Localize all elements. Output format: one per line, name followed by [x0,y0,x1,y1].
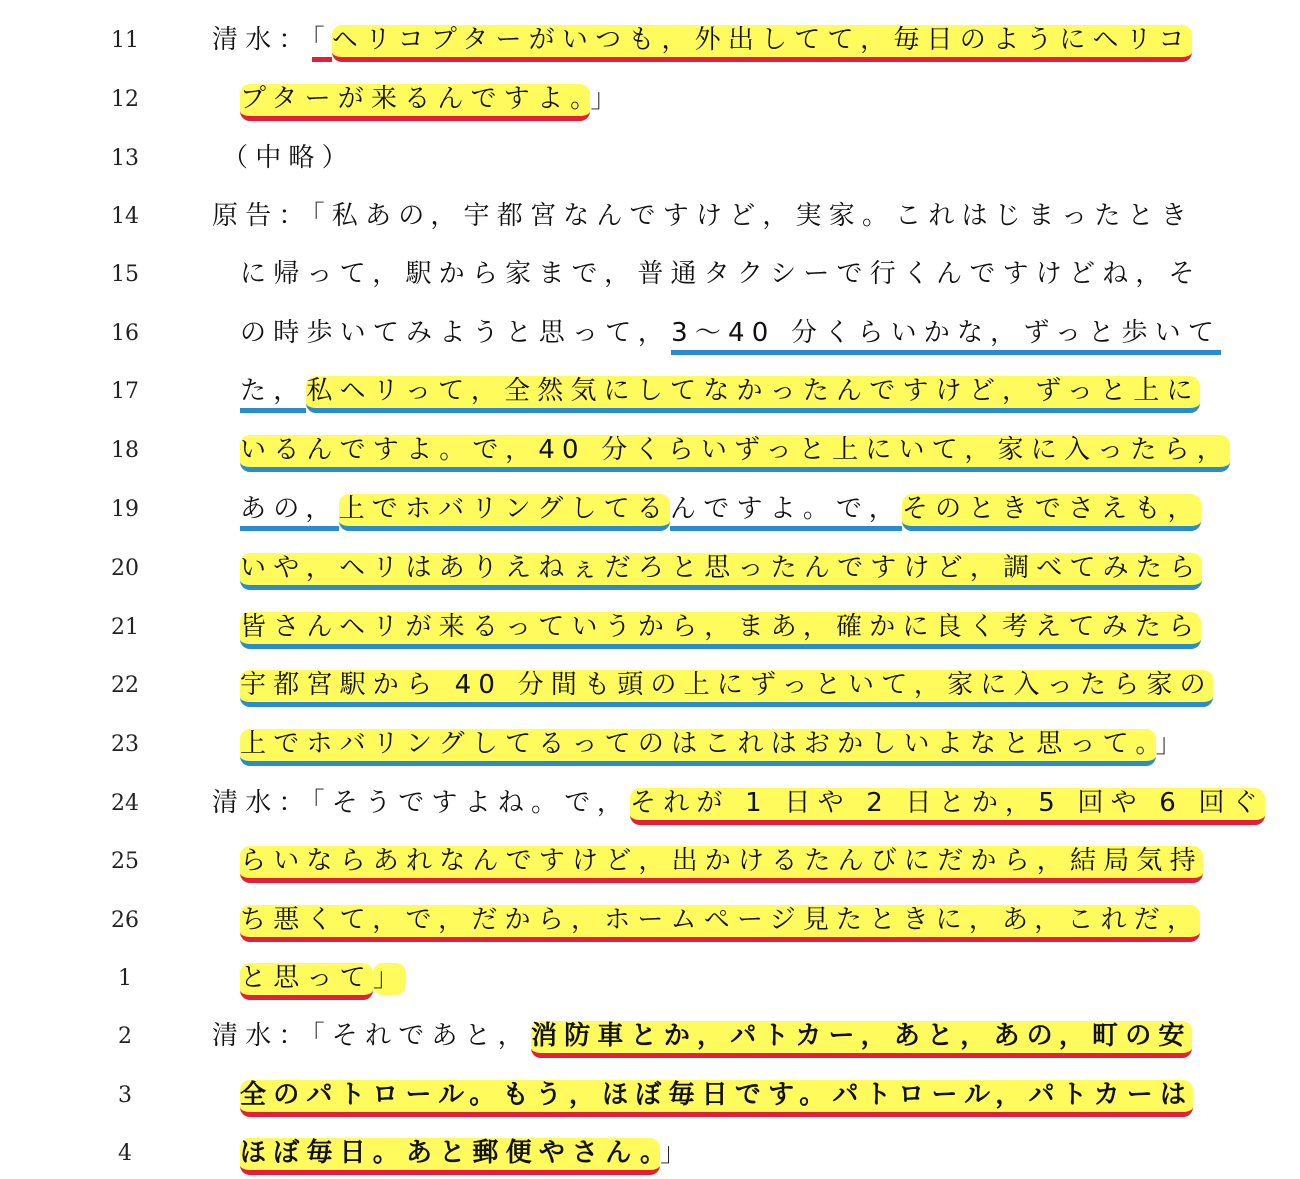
highlighted-text: 上でホバリングしてる [339,494,670,531]
transcript-line [0,712,1300,770]
line-text [240,81,624,117]
highlighted-text: いや，ヘリはありえねぇだろと思ったんですけど，調べてみたら [240,553,1202,590]
line-number: 15 [111,262,139,287]
transcript-line [0,1121,1300,1179]
text-segment: 「 [312,25,332,62]
text-segment: に帰って，駅から家まで，普通タクシーで行くんですけどね，そ [240,259,1202,289]
highlighted-text: ち悪くて，で，だから，ホームページ見たときに，あ，これだ， [240,905,1200,942]
transcript-line [0,946,1300,1004]
highlighted-text: 皆さんヘリが来るっていうから，まあ，確かに良く考えてみたら [240,612,1201,649]
text-segment: 」 [590,84,624,114]
highlighted-text: ほぼ毎日。あと郵便やさん。 [240,1138,660,1175]
text-segment: 清水：「そうですよね。で， [212,788,631,818]
text-segment: 清水：「それであと， [212,1021,532,1051]
line-number: 3 [118,1083,132,1108]
line-number: 19 [111,497,139,522]
text-segment: 」 [1155,729,1189,759]
transcript-line [0,595,1300,653]
line-text [240,960,406,996]
transcript-line [0,242,1300,300]
transcript-line [0,771,1300,829]
highlighted-text: いるんですよ。で，40 分くらいずっと上にいて，家に入ったら， [240,435,1230,472]
highlighted-text: ヘリコプターがいつも，外出してて，毎日のようにヘリコ [332,25,1192,62]
highlighted-text: 消防車とか，パトカー，あと，あの，町の安 [531,1021,1192,1058]
line-text [240,373,1200,409]
highlighted-text: 宇都宮駅から 40 分間も頭の上にずっといて，家に入ったら家の [240,670,1213,707]
line-number: 25 [111,849,139,874]
line-number: 24 [111,791,139,816]
line-text [240,609,1201,645]
line-number: 12 [111,87,139,112]
transcript-line [0,8,1300,66]
line-text [212,1018,1192,1054]
transcript-line [0,126,1300,184]
highlighted-text: それが 1 日や 2 日とか，5 回や 6 回ぐ [630,788,1265,825]
line-text [240,667,1213,703]
line-text [212,785,1265,821]
line-number: 21 [111,615,139,640]
highlighted-text: と思って [240,963,373,1000]
line-number: 1 [118,966,132,991]
highlighted-text: そのときでさえも， [902,494,1201,531]
text-segment: 3～40 分くらいかな，ずっと歩いて [671,318,1221,355]
line-text [240,843,1203,879]
text-segment: 清水： [212,25,312,55]
transcript-line [0,477,1300,535]
transcript-line [0,829,1300,887]
line-number: 22 [111,673,139,698]
text-segment: あの， [240,494,339,531]
line-text [240,491,1201,527]
transcript-line [0,184,1300,242]
transcript-line [0,653,1300,711]
line-text [240,1135,693,1171]
highlighted-text: 」 [372,963,407,993]
line-number: 4 [118,1141,132,1166]
line-text [240,726,1189,762]
line-text [240,315,1221,351]
transcript-line [0,301,1300,359]
line-text [240,256,1202,292]
line-number: 2 [118,1024,132,1049]
transcript-line [0,536,1300,594]
transcript-line [0,1063,1300,1121]
transcript-line [0,1004,1300,1062]
text-segment: 原告：「私あの，宇都宮なんですけど，実家。これはじまったとき [212,201,1194,231]
line-text [212,198,1194,234]
line-number: 17 [111,379,139,404]
line-number: 23 [111,732,139,757]
line-text [240,1077,1193,1113]
line-text [240,550,1202,586]
line-number: 26 [111,908,139,933]
line-number: 20 [111,556,139,581]
line-text [222,140,355,176]
transcript-line [0,359,1300,417]
line-number: 14 [111,204,139,229]
highlighted-text: 上でホバリングしてるってのはこれはおかしいよなと思って。 [240,729,1156,766]
text-segment: の時歩いてみようと思って， [240,318,672,348]
text-segment: た， [240,376,306,413]
line-text [240,432,1230,468]
transcript-line [0,67,1300,125]
line-text [240,902,1200,938]
line-number: 13 [111,146,139,171]
line-text [212,22,1192,58]
line-number: 11 [111,28,139,53]
line-number: 18 [111,438,139,463]
transcript-line [0,418,1300,476]
text-segment: （中略） [222,143,355,173]
text-segment: んですよ。で， [670,494,902,531]
highlighted-text: 私ヘリって，全然気にしてなかったんですけど，ずっと上に [306,376,1199,413]
highlighted-text: 全のパトロール。もう，ほぼ毎日です。パトロール，パトカーは [240,1080,1193,1117]
highlighted-text: プターが来るんですよ。 [240,84,590,121]
line-number: 16 [111,321,139,346]
highlighted-text: らいならあれなんですけど，出かけるたんびにだから，結局気持 [240,846,1203,883]
transcript-line [0,888,1300,946]
text-segment: 」 [660,1138,694,1168]
